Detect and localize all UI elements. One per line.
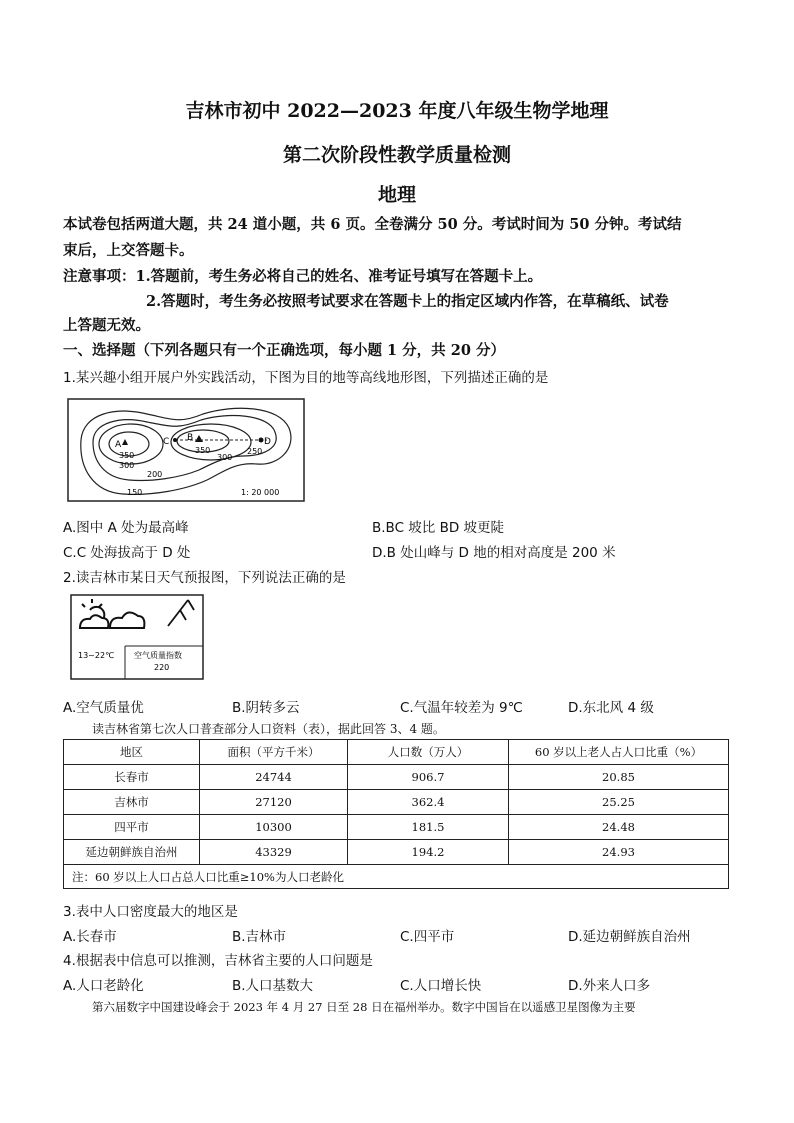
contour-map: [67, 398, 305, 502]
cell-population: 906.7: [348, 765, 509, 790]
cell-elderly-ratio: 24.48: [509, 815, 729, 840]
map-label-b: B: [187, 433, 194, 443]
table-row: [64, 790, 729, 815]
question-1-stem: 1.某兴趣小组开展户外实践活动，下图为目的地等高线地形图，下列描述正确的是: [63, 370, 549, 386]
question-2-stem: 2.读吉林市某日天气预报图，下列说法正确的是: [63, 570, 346, 586]
q2-option-c[interactable]: C.气温年较差为 9℃: [400, 700, 523, 716]
intro-line-2: 束后，上交答题卡。: [63, 242, 194, 259]
aqi-label: 空气质量指数: [134, 651, 182, 660]
intro-line-1: 本试卷包括两道大题，共 24 道小题，共 6 页。全卷满分 50 分。考试时间为 50 分钟。考试结: [63, 216, 682, 233]
cell-area: 27120: [200, 790, 348, 815]
cell-region: 长春市: [64, 765, 200, 790]
cell-region: 延边朝鲜族自治州: [64, 840, 200, 865]
contour-label-300a: 300: [119, 461, 135, 470]
cell-elderly-ratio: 20.85: [509, 765, 729, 790]
q1-option-c[interactable]: C.C 处海拔高于 D 处: [63, 545, 191, 561]
exam-title: 吉林市初中 2022—2023 年度八年级生物学地理: [185, 100, 609, 122]
q3-option-a[interactable]: A.长春市: [63, 929, 117, 945]
exam-subtitle: 第二次阶段性教学质量检测: [282, 144, 511, 166]
weather-forecast-box: [70, 594, 204, 680]
contour-label-350b: 350: [195, 446, 211, 455]
notice-2: 2.答题时，考生务必按照考试要求在答题卡上的指定区域内作答，在草稿纸、试卷: [146, 293, 669, 310]
notice-2-cont: 上答题无效。: [63, 317, 150, 334]
table-row: [64, 840, 729, 865]
header-elderly-ratio: 60 岁以上老人占人口比重（%）: [509, 740, 729, 765]
question-3-stem: 3.表中人口密度最大的地区是: [63, 904, 238, 920]
map-label-c: C: [163, 437, 170, 447]
section-heading: 一、选择题（下列各题只有一个正确选项，每小题 1 分，共 20 分）: [63, 342, 505, 359]
cell-area: 43329: [200, 840, 348, 865]
q2-option-b[interactable]: B.阴转多云: [232, 700, 300, 716]
map-label-d: D: [264, 437, 271, 447]
table-row: [64, 765, 729, 790]
aqi-value: 220: [154, 663, 170, 672]
q3-option-c[interactable]: C.四平市: [400, 929, 455, 945]
subject-title: 地理: [377, 184, 416, 206]
cell-area: 10300: [200, 815, 348, 840]
q2-option-a[interactable]: A.空气质量优: [63, 700, 144, 716]
question-4-stem: 4.根据表中信息可以推测，吉林省主要的人口问题是: [63, 953, 373, 969]
table-row: [64, 815, 729, 840]
q4-option-a[interactable]: A.人口老龄化: [63, 978, 144, 994]
cell-elderly-ratio: 24.93: [509, 840, 729, 865]
q4-option-d[interactable]: D.外来人口多: [568, 978, 651, 994]
q1-option-d[interactable]: D.B 处山峰与 D 地的相对高度是 200 米: [372, 545, 616, 561]
contour-label-300b: 300: [217, 453, 233, 462]
header-population: 人口数（万人）: [348, 740, 509, 765]
notice-1: 注意事项：1.答题前，考生务必将自己的姓名、准考证号填写在答题卡上。: [63, 268, 543, 285]
cell-area: 24744: [200, 765, 348, 790]
header-region: 地区: [64, 740, 200, 765]
population-table: [63, 739, 729, 889]
table-intro: 读吉林省第七次人口普查部分人口资料（表），据此回答 3、4 题。: [92, 722, 445, 736]
contour-label-250: 250: [247, 447, 263, 456]
q2-option-d[interactable]: D.东北风 4 级: [568, 700, 654, 716]
temperature-range: 13~22℃: [78, 651, 115, 660]
map-label-a: A: [115, 440, 122, 450]
contour-label-200: 200: [147, 470, 163, 479]
cell-population: 194.2: [348, 840, 509, 865]
cell-population: 181.5: [348, 815, 509, 840]
map-scale: 1: 20 000: [241, 488, 280, 497]
table-note: 注：60 岁以上人口占总人口比重≥10%为人口老龄化: [64, 865, 729, 889]
contour-label-150: 150: [127, 488, 143, 497]
q1-option-a[interactable]: A.图中 A 处为最高峰: [63, 520, 189, 536]
passage-text: 第六届数字中国建设峰会于 2023 年 4 月 27 日至 28 日在福州举办。数字中国旨在以遥感卫星图像为主要: [92, 1000, 636, 1014]
q3-option-d[interactable]: D.延边朝鲜族自治州: [568, 929, 691, 945]
q4-option-b[interactable]: B.人口基数大: [232, 978, 314, 994]
table-note-row: [64, 865, 729, 889]
q3-option-b[interactable]: B.吉林市: [232, 929, 287, 945]
q4-option-c[interactable]: C.人口增长快: [400, 978, 482, 994]
table-header-row: [64, 740, 729, 765]
cell-elderly-ratio: 25.25: [509, 790, 729, 815]
cell-population: 362.4: [348, 790, 509, 815]
cell-region: 四平市: [64, 815, 200, 840]
header-area: 面积（平方千米）: [200, 740, 348, 765]
cell-region: 吉林市: [64, 790, 200, 815]
contour-label-350a: 350: [119, 451, 135, 460]
q1-option-b[interactable]: B.BC 坡比 BD 坡更陡: [372, 520, 505, 536]
